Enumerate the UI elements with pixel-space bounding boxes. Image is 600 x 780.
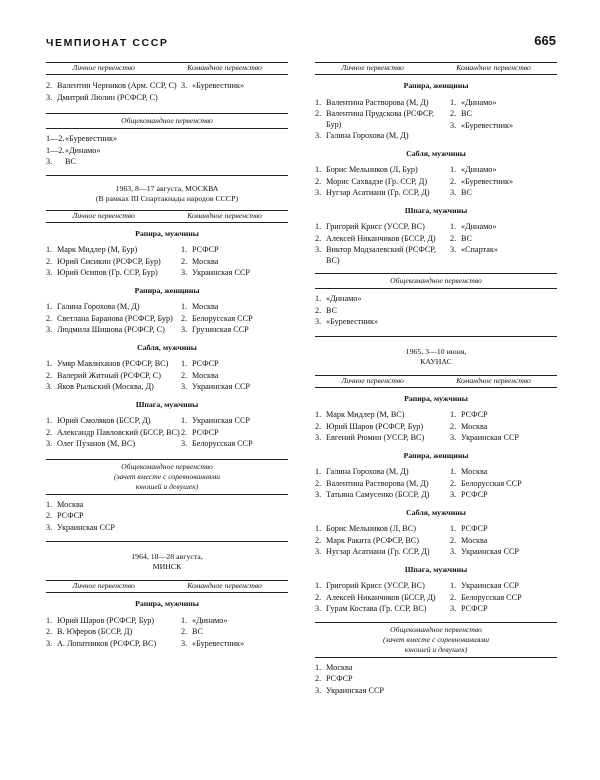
list-item: 1. РСФСР — [181, 245, 219, 254]
event-title: Рапира, мужчины — [135, 228, 199, 238]
list-item: 1. «Динамо» — [181, 615, 228, 625]
personal-results — [46, 416, 181, 451]
team-results — [181, 616, 288, 651]
championship-1963-heading — [46, 184, 288, 204]
event-epee-men — [315, 206, 557, 268]
list-item: 1. «Динамо» — [450, 165, 497, 174]
list-item: 3. Олег Пузанов (М, ВС) — [46, 439, 136, 448]
list-item: 2. Александр Павловский (БССР, ВС) — [46, 427, 180, 437]
page-header — [46, 34, 556, 52]
event-sabre-men — [46, 343, 288, 394]
list-item: 2. В. Юферов (БССР, Д) — [46, 627, 133, 636]
list-item: 2. Марк Ракита (РСФСР, ВС) — [315, 535, 419, 545]
event-foil-women — [315, 451, 557, 502]
overall-results — [315, 294, 557, 328]
list-item: 1. Москва — [315, 662, 353, 672]
championship-date: 1964, 18—28 августа, — [131, 552, 203, 561]
list-item: 1. Умяр Мавлиханов (РСФСР, ВС) — [46, 359, 169, 368]
list-item: 3. А. Лопатников (РСФСР, ВС) — [46, 638, 157, 648]
list-item: 3. Юрий Осипов (Гр. ССР, Бур) — [46, 268, 158, 277]
event-epee-men — [315, 565, 557, 616]
championship-note: (В рамках III Спартакиады народов СССР) — [95, 193, 239, 203]
team-results — [181, 302, 288, 337]
list-item: 3. Дмитрий Люлин (РСФСР, С) — [46, 92, 158, 102]
table-header: Личное первенство Командное первенство — [315, 375, 557, 388]
list-item: 1. РСФСР — [181, 359, 219, 368]
table-header: Личное первенство Командное первенство — [46, 210, 288, 223]
list-item: 3. Украинская ССР — [181, 268, 250, 277]
personal-results — [46, 81, 181, 104]
overall-header: Общекомандное первенство (зачет вместе с соревнованиями юношей и девушек) — [315, 622, 557, 658]
list-item: 3. «Буревестник» — [181, 81, 245, 90]
list-item: 2. ВС — [450, 233, 472, 243]
event-title: Шпага, мужчины — [404, 564, 468, 574]
list-item: 3. РСФСР — [450, 490, 488, 499]
list-item: 2. Валентина Растворова (М, Д) — [315, 478, 429, 488]
team-results — [181, 245, 288, 280]
overall-header: Общекомандное первенство — [315, 273, 557, 289]
list-item: 3. Нугзар Асатиани (Гр. ССР, Д) — [315, 547, 430, 556]
personal-results — [46, 245, 181, 280]
list-item: 1. Борис Мельников (Л, Бур) — [315, 165, 418, 174]
list-item: 1—2. «Динамо» — [46, 145, 101, 155]
team-results — [450, 467, 557, 502]
running-title: ЧЕМПИОНАТ СССР — [46, 37, 169, 49]
list-item: 1. Галина Горохова (М, Д) — [46, 302, 140, 311]
overall-results — [46, 134, 288, 168]
event-title: Рапира, женщины — [134, 285, 200, 295]
list-item: 2. РСФСР — [46, 511, 84, 520]
list-item: 1. Борис Мельников (Л, ВС) — [315, 524, 416, 533]
list-item: 3. «Буревестник» — [181, 638, 245, 648]
list-item: 2. Белорусская ССР — [450, 592, 522, 602]
list-item: 1. «Динамо» — [315, 294, 362, 303]
list-item: 2. РСФСР — [181, 427, 219, 437]
list-item: 3. Виктор Модзалевский (РСФСР, ВС) — [315, 245, 436, 265]
event-title: Рапира, женщины — [403, 450, 469, 460]
list-item: 1. Украинская ССР — [181, 416, 250, 425]
event-title: Рапира, мужчины — [404, 393, 468, 403]
list-item: 3. Людмила Шишова (РСФСР, С) — [46, 325, 165, 334]
list-item: 1. Марк Мидлер (М, Бур) — [46, 245, 138, 254]
list-item: 3. Белорусская ССР — [181, 439, 253, 448]
list-item: 3. Украинская ССР — [450, 547, 519, 556]
team-results — [181, 81, 288, 104]
team-results — [450, 524, 557, 559]
personal-results — [315, 98, 450, 143]
list-item: 2. ВС — [181, 627, 203, 636]
list-item: 2. Светлана Баранова (РСФСР, Бур) — [46, 313, 173, 323]
list-item: 1. Григорий Крисс (УССР, ВС) — [315, 222, 425, 231]
list-item: 3. Украинская ССР — [450, 433, 519, 442]
divider — [46, 175, 288, 176]
personal-results — [315, 222, 450, 267]
team-results — [450, 410, 557, 445]
list-item: 2. ВС — [450, 109, 472, 118]
list-item: 1. РСФСР — [450, 410, 488, 419]
list-item: 2. Алексей Никанчиков (БССР, Д) — [315, 233, 436, 243]
list-item: 3. «Спартак» — [450, 245, 498, 254]
event-title: Сабля, мужчины — [406, 507, 466, 517]
personal-results — [315, 165, 450, 200]
list-item: 2. ВС — [315, 305, 337, 315]
championship-1964-heading — [46, 552, 288, 572]
personal-results — [315, 581, 450, 616]
list-item: 3. «Буревестник» — [315, 317, 379, 326]
list-item: 1. Москва — [450, 467, 488, 476]
team-results — [450, 165, 557, 200]
list-item: 1. «Динамо» — [450, 222, 497, 231]
list-item: 2. Валерий Житный (РСФСР, С) — [46, 370, 161, 380]
list-item: 3. Украинская ССР — [181, 382, 250, 391]
personal-results — [315, 467, 450, 502]
event-title: Рапира, женщины — [403, 81, 469, 90]
divider — [46, 541, 288, 542]
list-item: 3. ВС — [46, 157, 76, 166]
list-item: 2. Валентин Черников (Арм. ССР, С) — [46, 81, 177, 90]
overall-header: Общекомандное первенство — [46, 113, 288, 129]
team-results — [450, 222, 557, 267]
list-item: 3. Евгений Рюмин (УССР, ВС) — [315, 433, 425, 442]
list-item: 2. Морис Сахвадзе (Гр. ССР, Д) — [315, 176, 428, 186]
list-item: 3. Нугзар Асатиани (Гр. ССР, Д) — [315, 188, 430, 197]
event-sabre-men — [315, 508, 557, 559]
list-item: 2. Юрий Шаров (РСФСР, Бур) — [315, 421, 424, 431]
list-item: 2. Юрий Сисикин (РСФСР, Бур) — [46, 256, 161, 266]
event-title: Рапира, мужчины — [135, 599, 199, 608]
table-header: Личное первенство Командное первенство — [46, 580, 288, 593]
list-item: 1. Москва — [46, 499, 84, 509]
event-foil-women — [46, 286, 288, 337]
list-item: 1—2. «Буревестник» — [46, 134, 118, 143]
event-title: Шпага, мужчины — [404, 205, 468, 215]
personal-results — [315, 410, 450, 445]
team-header: Командное первенство — [187, 63, 262, 72]
championship-date: 1965, 3—10 июня, — [405, 346, 467, 356]
event-foil-men — [46, 229, 288, 280]
left-column — [46, 62, 288, 650]
championship-1965-heading — [315, 347, 557, 367]
table-header: Личное первенство Командное первенство — [315, 62, 557, 75]
list-item: 2. Белорусская ССР — [450, 478, 522, 488]
list-item: 3. Татьяна Самусенко (БССР, Д) — [315, 490, 430, 499]
event-foil-men — [46, 599, 288, 650]
list-item: 2. «Буревестник» — [450, 176, 514, 186]
list-item: 3. Украинская ССР — [46, 522, 115, 532]
overall-results — [46, 500, 288, 534]
team-results — [181, 359, 288, 394]
list-item: 2. Москва — [450, 535, 488, 545]
personal-results — [46, 302, 181, 337]
event-block — [46, 81, 288, 104]
list-item: 2. Белорусская ССР — [181, 313, 253, 323]
event-foil-women — [315, 81, 557, 143]
list-item: 1. «Динамо» — [450, 97, 497, 107]
list-item: 3. «Буревестник» — [450, 120, 514, 130]
list-item: 3. Украинская ССР — [315, 685, 384, 695]
list-item: 1. Москва — [181, 302, 219, 311]
event-sabre-men — [315, 149, 557, 200]
personal-results — [46, 616, 181, 651]
event-epee-men — [46, 400, 288, 451]
table-header — [46, 62, 288, 75]
list-item: 2. Алексей Никанчиков (БССР, Д) — [315, 592, 436, 602]
list-item: 2. Москва — [181, 256, 219, 266]
list-item: 2. Москва — [181, 370, 219, 380]
list-item: 2. Москва — [450, 421, 488, 431]
list-item: 1. Украинская ССР — [450, 581, 519, 590]
page-number: 665 — [534, 33, 556, 48]
list-item: 1. РСФСР — [450, 524, 488, 533]
championship-city: МИНСК — [152, 562, 182, 571]
list-item: 3. Яков Рыльский (Москва, Д) — [46, 382, 154, 391]
team-results — [181, 416, 288, 451]
event-title: Сабля, мужчины — [406, 148, 466, 158]
event-foil-men — [315, 394, 557, 445]
team-results — [450, 581, 557, 616]
list-item: 1. Марк Мидлер (М, ВС) — [315, 410, 405, 419]
list-item: 2. Валентина Прудскова (РСФСР, Бур) — [315, 109, 435, 129]
overall-results — [315, 663, 557, 697]
event-title: Сабля, мужчины — [137, 342, 197, 352]
list-item: 1. Григорий Крисс (УССР, ВС) — [315, 581, 425, 590]
list-item: 1. Галина Горохова (М, Д) — [315, 467, 409, 476]
right-column — [315, 62, 557, 697]
personal-header: Личное первенство — [72, 63, 135, 72]
divider — [315, 336, 557, 337]
list-item: 3. Гурам Костава (Гр. ССР, ВС) — [315, 604, 427, 613]
overall-header: Общекомандное первенство (зачет вместе с соревнованиями юношей и девушек) — [46, 459, 288, 495]
list-item: 1. Юрий Смоляков (БССР, Д) — [46, 416, 151, 425]
list-item: 3. РСФСР — [450, 604, 488, 613]
list-item: 1. Юрий Шаров (РСФСР, Бур) — [46, 615, 155, 625]
personal-results — [46, 359, 181, 394]
event-title: Шпага, мужчины — [135, 399, 199, 409]
list-item: 3. ВС — [450, 188, 472, 197]
championship-date: 1963, 8—17 августа, МОСКВА — [115, 183, 219, 193]
list-item: 3. Галина Горохова (М, Д) — [315, 131, 409, 140]
team-results — [450, 98, 557, 143]
list-item: 3. Грузинская ССР — [181, 325, 249, 334]
list-item: 2. РСФСР — [315, 674, 353, 683]
championship-city: КАУНАС — [420, 356, 452, 366]
list-item: 1. Валентина Растворова (М, Д) — [315, 97, 429, 107]
personal-results — [315, 524, 450, 559]
